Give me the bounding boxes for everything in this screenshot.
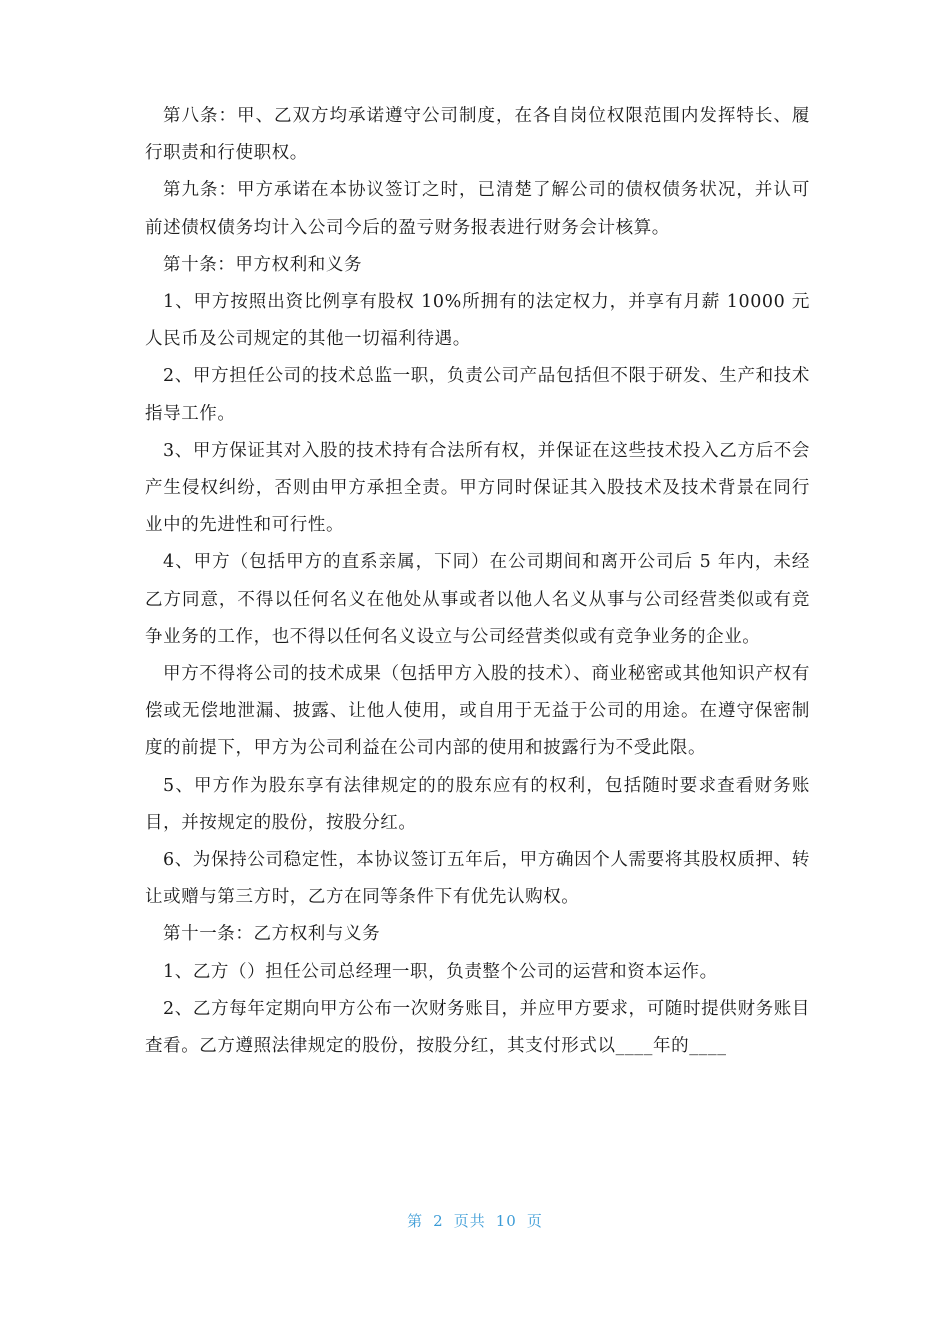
article-11-item-2: 2、乙方每年定期向甲方公布一次财务账目，并应甲方要求，可随时提供财务账目查看。乙方遵照法律规定的股份，按股分红，其支付形式以____年的____ xyxy=(145,998,810,1057)
footer-total-pages: 10 xyxy=(495,1212,517,1230)
article-10-confidentiality: 甲方不得将公司的技术成果（包括甲方入股的技术）、商业秘密或其他知识产权有偿或无偿地泄漏、披露、让他人使用，或自用于无益于公司的用途。在遵守保密制度的前提下，甲方为公司利益在公司内部的使用和披露行为不受此限。 xyxy=(145,664,810,759)
article-10-item-1: 1、甲方按照出资比例享有股权 10%所拥有的法定权力，并享有月薪 10000 元人民币及公司规定的其他一切福利待遇。 xyxy=(145,292,810,350)
document-body xyxy=(145,98,810,1065)
article-9: 第九条：甲方承诺在本协议签订之时，已清楚了解公司的债权债务状况，并认可前述债权债务均计入公司今后的盈亏财务报表进行财务会计核算。 xyxy=(145,180,810,238)
article-10-item-5: 5、甲方作为股东享有法律规定的的股东应有的权利，包括随时要求查看财务账目，并按规定的股份，按股分红。 xyxy=(145,775,810,833)
footer-prefix: 第 xyxy=(407,1212,424,1230)
article-10-heading: 第十条：甲方权利和义务 xyxy=(163,254,363,275)
footer-suffix: 页 xyxy=(526,1212,543,1230)
article-11-heading: 第十一条：乙方权利与义务 xyxy=(163,924,381,945)
page-footer xyxy=(0,1210,950,1231)
article-8: 第八条：甲、乙双方均承诺遵守公司制度，在各自岗位权限范围内发挥特长、履行职责和行使职权。 xyxy=(145,106,810,164)
article-10-item-2: 2、甲方担任公司的技术总监一职，负责公司产品包括但不限于研发、生产和技术指导工作。 xyxy=(145,366,810,424)
footer-page-number: 2 xyxy=(433,1212,444,1230)
article-11-item-1: 1、乙方（）担任公司总经理一职，负责整个公司的运营和资本运作。 xyxy=(163,961,718,982)
article-10-item-3: 3、甲方保证其对入股的技术持有合法所有权，并保证在这些技术投入乙方后不会产生侵权纠纷，否则由甲方承担全责。甲方同时保证其入股技术及技术背景在同行业中的先进性和可行性。 xyxy=(145,440,810,536)
article-10-item-4: 4、甲方（包括甲方的直系亲属，下同）在公司期间和离开公司后 5 年内，未经乙方同意，不得以任何名义在他处从事或者以他人名义从事与公司经营类似或有竞争业务的工作，也不得以任何名义设立与公司经营类似或有竞争业务的企业。 xyxy=(145,552,810,647)
footer-middle: 页共 xyxy=(453,1212,486,1230)
article-10-item-6: 6、为保持公司稳定性，本协议签订五年后，甲方确因个人需要将其股权质押、转让或赠与第三方时，乙方在同等条件下有优先认购权。 xyxy=(145,850,810,908)
